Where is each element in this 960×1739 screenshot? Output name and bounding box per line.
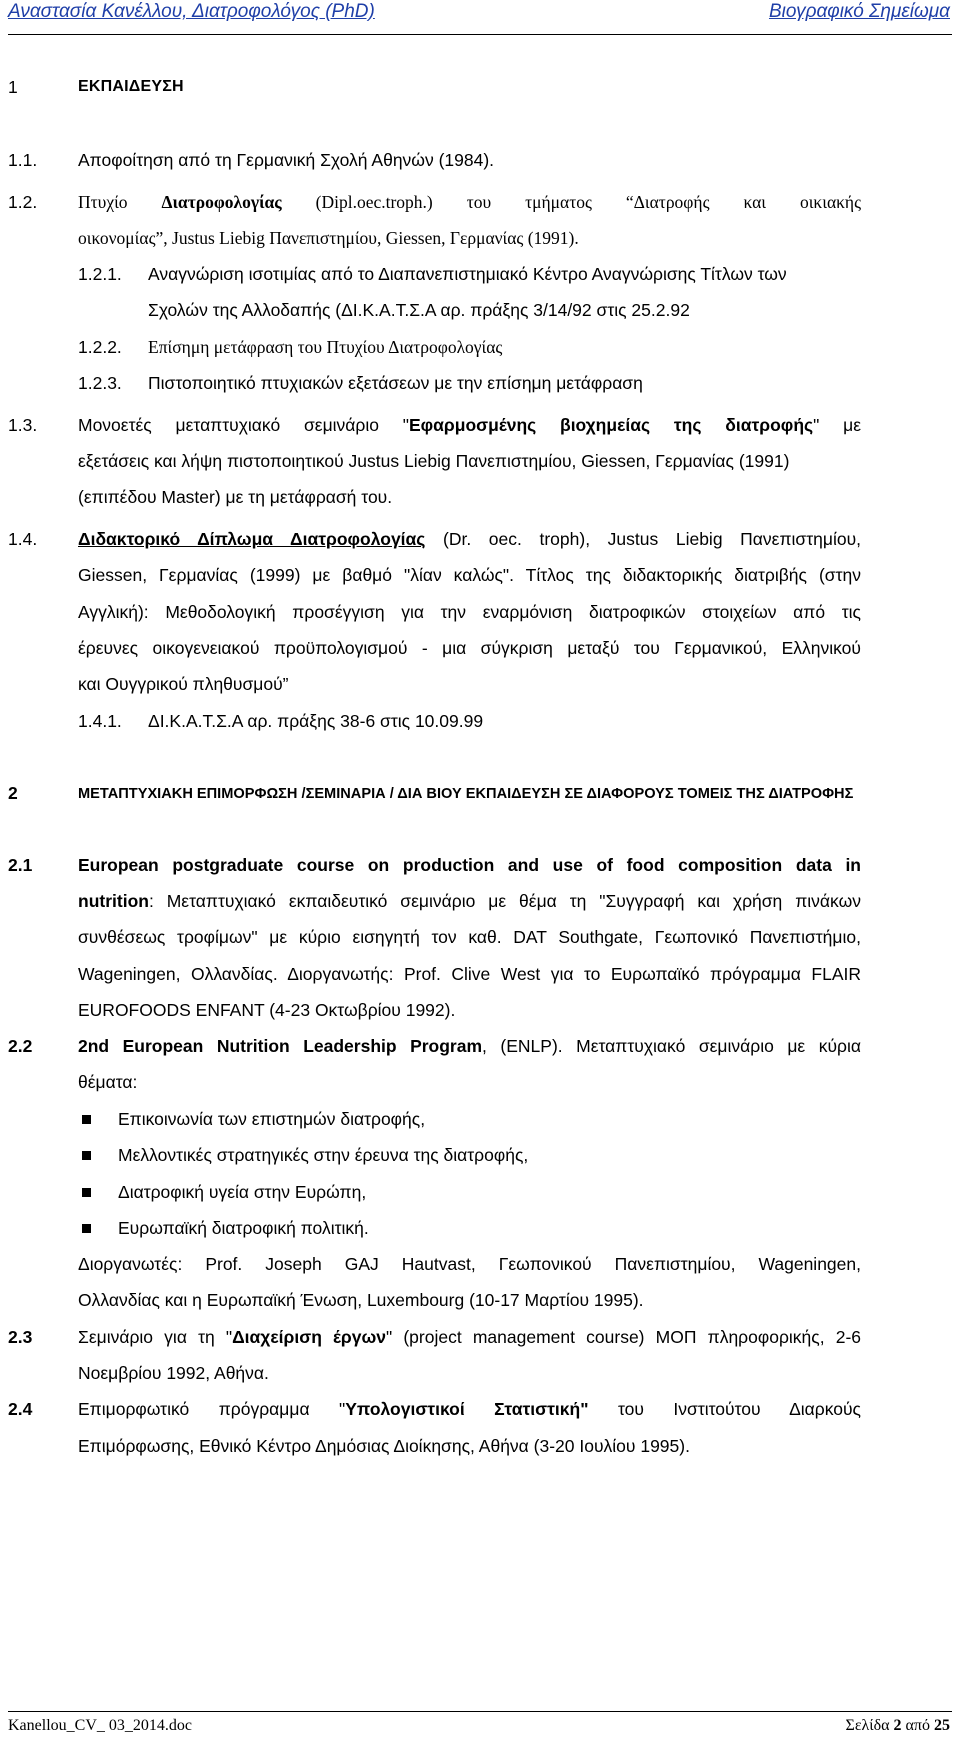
item-2-4-prefix: Επιμορφωτικό πρόγραμμα " bbox=[78, 1399, 346, 1419]
item-2-1-line-3: συνθέσεως τροφίμων" με κύριο εισηγητή τον καθ. DAT Southgate, Γεωπονικό Πανεπιστήμιο, bbox=[78, 927, 861, 947]
section2-title: ΜΕΤΑΠΤΥΧΙΑΚΗ ΕΠΙΜΟΡΦΩΣΗ /ΣΕΜΙΝΑΡΙΑ / ΔΙΑ ΒΙΟΥ ΕΚΠΑΙΔΕΥΣΗ ΣΕ ΔΙΑΦΟΡΟΥΣ ΤΟΜΕΙΣ ΤΗΣ ΔΙΑΤΡΟΦΗΣ bbox=[78, 786, 854, 802]
item-1-2-2-number: 1.2.2. bbox=[78, 337, 122, 357]
item-1-3-line-3: (επιπέδου Master) με τη μετάφρασή του. bbox=[78, 487, 393, 507]
item-1-2-3-number: 1.2.3. bbox=[78, 373, 122, 393]
item-2-1-nutrition: nutrition bbox=[78, 891, 149, 911]
item-2-2-bullet-4: Ευρωπαϊκή διατροφική πολιτική. bbox=[118, 1218, 369, 1238]
item-1-3-line-1 bbox=[78, 413, 861, 437]
item-2-1-line-1: European postgraduate course on production and use of food composition data in bbox=[78, 855, 861, 875]
item-1-4-line-1 bbox=[78, 527, 861, 551]
footer-filename: Kanellou_CV_ 03_2014.doc bbox=[8, 1717, 192, 1734]
item-1-2-2-text: Επίσημη μετάφραση του Πτυχίου Διατροφολογίας bbox=[148, 337, 503, 357]
bullet-square-icon bbox=[82, 1151, 91, 1160]
item-2-2-bullet-1: Επικοινωνία των επιστημών διατροφής, bbox=[118, 1109, 426, 1129]
item-2-2-description: , (ENLP). Μεταπτυχιακό σεμινάριο με κύρια bbox=[482, 1036, 861, 1056]
item-2-2-line-2: θέματα: bbox=[78, 1072, 138, 1092]
item-2-4-suffix: του Ινστιτούτου Διαρκούς bbox=[588, 1399, 861, 1419]
header-author: Αναστασία Κανέλλου, Διατροφολόγος (PhD) bbox=[8, 1, 375, 22]
item-1-2-number: 1.2. bbox=[8, 192, 38, 212]
item-1-2-3-text: Πιστοποιητικό πτυχιακών εξετάσεων με την επίσημη μετάφραση bbox=[148, 373, 643, 393]
page-header bbox=[8, 0, 952, 35]
item-2-1-number: 2.1 bbox=[8, 855, 33, 875]
bullet-square-icon bbox=[82, 1115, 91, 1124]
item-1-4-1-number: 1.4.1. bbox=[78, 711, 122, 731]
item-1-4-line-5: και Ουγγρικού πληθυσμού” bbox=[78, 674, 289, 694]
item-1-2-1-line-1: Αναγνώριση ισοτιμίας από το Διαπανεπιστημιακό Κέντρο Αναγνώρισης Τίτλων των bbox=[148, 264, 787, 284]
item-1-3-seminar-title: Εφαρμοσμένης βιοχημείας της διατροφής bbox=[408, 415, 814, 435]
item-1-3-suffix: " με bbox=[813, 415, 861, 435]
page-footer bbox=[8, 1711, 952, 1738]
bullet-square-icon bbox=[82, 1188, 91, 1197]
item-1-2-suffix: (Dipl.oec.troph.) του τμήματος “Διατροφής και οικιακής bbox=[315, 192, 862, 212]
item-1-4-line-3: Αγγλική): Μεθοδολογική προσέγγιση για την εναρμόνιση διατροφικών στοιχείων από τις bbox=[78, 602, 861, 622]
item-2-3-course-title: Διαχείριση έργων bbox=[232, 1327, 386, 1347]
item-2-1-line-5: EUROFOODS ENFANT (4-23 Οκτωβρίου 1992). bbox=[78, 1000, 456, 1020]
item-1-4-line-4: έρευνες οικογενειακού προϋπολογισμού - μια σύγκριση μεταξύ του Γερμανικού, Ελληνικού bbox=[78, 638, 861, 658]
item-1-2-1-number: 1.2.1. bbox=[78, 264, 122, 284]
item-2-3-line-2: Νοεμβρίου 1992, Αθήνα. bbox=[78, 1363, 269, 1383]
item-2-2-organizers-line-2: Ολλανδίας και η Ευρωπαϊκή Ένωση, Luxembourg (10-17 Μαρτίου 1995). bbox=[78, 1290, 644, 1310]
item-1-3-number: 1.3. bbox=[8, 415, 38, 435]
section1-number: 1 bbox=[8, 77, 18, 97]
item-1-1-text: Αποφοίτηση από τη Γερμανική Σχολή Αθηνών (1984). bbox=[78, 150, 495, 170]
item-1-4-1-text: ΔΙ.Κ.Α.Τ.Σ.Α αρ. πράξης 38-6 στις 10.09.99 bbox=[148, 711, 484, 731]
item-1-2-line-1 bbox=[78, 190, 861, 214]
item-2-4-number: 2.4 bbox=[8, 1399, 33, 1419]
item-2-3-line-1 bbox=[78, 1325, 861, 1349]
item-2-2-line-1 bbox=[78, 1034, 861, 1058]
item-1-1-number: 1.1. bbox=[8, 150, 38, 170]
footer-page-word: Σελίδα bbox=[845, 1717, 890, 1734]
footer-page-info bbox=[846, 1717, 950, 1735]
item-2-2-bullet-2: Μελλοντικές στρατηγικές στην έρευνα της διατροφής, bbox=[118, 1145, 529, 1165]
item-1-2-line-2: οικονομίας”, Justus Liebig Πανεπιστημίου, Giessen, Γερμανίας (1991). bbox=[78, 228, 579, 248]
item-2-4-line-2: Επιμόρφωσης, Εθνικό Κέντρο Δημόσιας Διοίκησης, Αθήνα (3-20 Ιουλίου 1995). bbox=[78, 1436, 690, 1456]
item-2-2-organizers-line-1: Διοργανωτές: Prof. Joseph GAJ Hautvast, Γεωπονικού Πανεπιστημίου, Wageningen, bbox=[78, 1254, 861, 1274]
item-1-2-prefix: Πτυχίο bbox=[78, 192, 128, 212]
header-doc-title: Βιογραφικό Σημείωμα bbox=[768, 1, 950, 22]
bullet-square-icon bbox=[82, 1224, 91, 1233]
item-1-4-university: (Dr. oec. troph), Justus Liebig Πανεπιστημίου, bbox=[425, 529, 861, 549]
item-1-2-1-line-2: Σχολών της Αλλοδαπής (ΔΙ.Κ.Α.Τ.Σ.Α αρ. πράξης 3/14/92 στις 25.2.92 bbox=[148, 300, 690, 320]
item-2-1-line-4: Wageningen, Ολλανδίας. Διοργανωτής: Prof. Clive West για το Ευρωπαϊκό πρόγραμμα FLAIR bbox=[78, 964, 861, 984]
item-1-2-degree: Διατροφολογίας bbox=[161, 192, 282, 212]
item-2-3-suffix: " (project management course) ΜΟΠ πληροφορικής, 2-6 bbox=[386, 1327, 862, 1347]
item-2-1-description: : Μεταπτυχιακό εκπαιδευτικό σεμινάριο με θέμα τη "Συγγραφή και χρήση πινάκων bbox=[148, 891, 861, 911]
item-1-4-line-2: Giessen, Γερμανίας (1999) με βαθμό "λίαν καλώς". Τίτλος της διδακτορικής διατριβής (στην bbox=[78, 565, 861, 585]
item-2-2-bullet-3: Διατροφική υγεία στην Ευρώπη, bbox=[118, 1182, 367, 1202]
footer-page-number: 2 bbox=[893, 1717, 902, 1734]
item-1-3-line-2: εξετάσεις και λήψη πιστοποιητικού Justus Liebig Πανεπιστημίου, Giessen, Γερμανίας (1991) bbox=[78, 451, 790, 471]
item-2-3-prefix: Σεμινάριο για τη " bbox=[78, 1327, 233, 1347]
footer-of-word: από bbox=[905, 1717, 930, 1734]
item-2-3-number: 2.3 bbox=[8, 1327, 33, 1347]
item-2-2-program-name: 2nd European Nutrition Leadership Program bbox=[78, 1036, 483, 1056]
item-2-2-number: 2.2 bbox=[8, 1036, 33, 1056]
item-2-4-line-1 bbox=[78, 1397, 861, 1421]
item-1-4-degree: Διδακτορικό Δίπλωμα Διατροφολογίας bbox=[78, 529, 426, 549]
footer-page-total: 25 bbox=[934, 1717, 950, 1734]
section1-title: ΕΚΠΑΙΔΕΥΣΗ bbox=[78, 78, 184, 95]
item-2-4-program-title: Υπολογιστικοί Στατιστική" bbox=[345, 1399, 589, 1419]
item-2-1-line-2 bbox=[78, 889, 861, 913]
item-1-3-prefix: Μονοετές μεταπτυχιακό σεμινάριο " bbox=[78, 415, 409, 435]
section2-number: 2 bbox=[8, 783, 18, 803]
item-1-4-number: 1.4. bbox=[8, 529, 38, 549]
